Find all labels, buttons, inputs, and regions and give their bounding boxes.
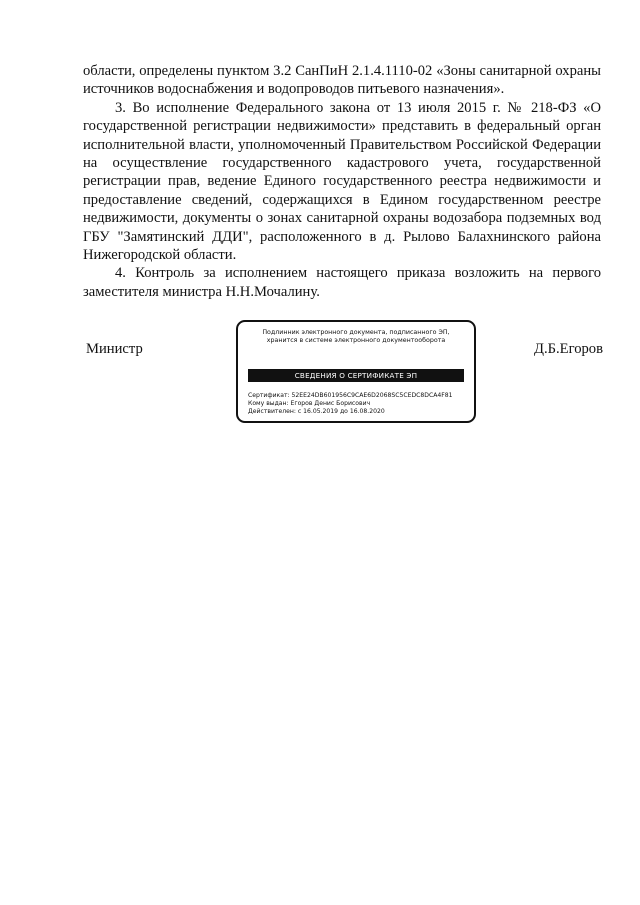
certificate-row (248, 392, 453, 400)
document-body (83, 62, 601, 301)
issued-to-row (248, 400, 453, 408)
signer-name: Д.Б.Егоров (534, 341, 603, 357)
paragraph-item-4: 4. Контроль за исполнением настоящего приказа возложить на первого заместителя министра Н.Н.Мочалину. (83, 265, 601, 300)
certificate-label: Сертификат: (248, 392, 290, 399)
stamp-certificate-banner: СВЕДЕНИЯ О СЕРТИФИКАТЕ ЭП (248, 369, 464, 382)
stamp-header-line-1: Подлинник электронного документа, подписанного ЭП, (262, 329, 450, 336)
certificate-value: 52EE24DB601956C9CAE6D2068SC5CEDC8DCA4F81 (291, 392, 453, 399)
electronic-signature-stamp (236, 320, 476, 423)
issued-to-label: Кому выдан: (248, 400, 289, 407)
issued-to-value: Егоров Денис Борисович (290, 400, 371, 407)
signer-title: Министр (86, 341, 143, 357)
validity-value: с 16.05.2019 до 16.08.2020 (297, 408, 385, 415)
validity-label: Действителен: (248, 408, 296, 415)
validity-row (248, 408, 453, 416)
stamp-certificate-details (248, 392, 453, 416)
stamp-header (238, 329, 474, 346)
stamp-header-line-2: хранится в системе электронного документооборота (266, 337, 446, 345)
paragraph-continuation: области, определены пунктом 3.2 СанПиН 2.1.4.1110-02 «Зоны санитарной охраны источников водоснабжения и водопроводов питьевого назначения». (83, 63, 601, 98)
paragraph-item-3: 3. Во исполнение Федерального закона от 13 июля 2015 г. № 218-ФЗ «О государственной регистрации недвижимости» представить в федеральный орган исполнительной власти, уполномоченный Правительством Российской Федерации на осуществление государственного кадастрового учета, государственной регистрации прав, ведение Единого государственного реестра недвижимости и предоставление сведений, содержащихся в Едином государственном реестре недвижимости, документы о зонах санитарной охраны водозабора подземных вод ГБУ "Замятинский ДДИ", расположенного в д. Рылово Балахнинского района Нижегородской области. (83, 99, 601, 264)
